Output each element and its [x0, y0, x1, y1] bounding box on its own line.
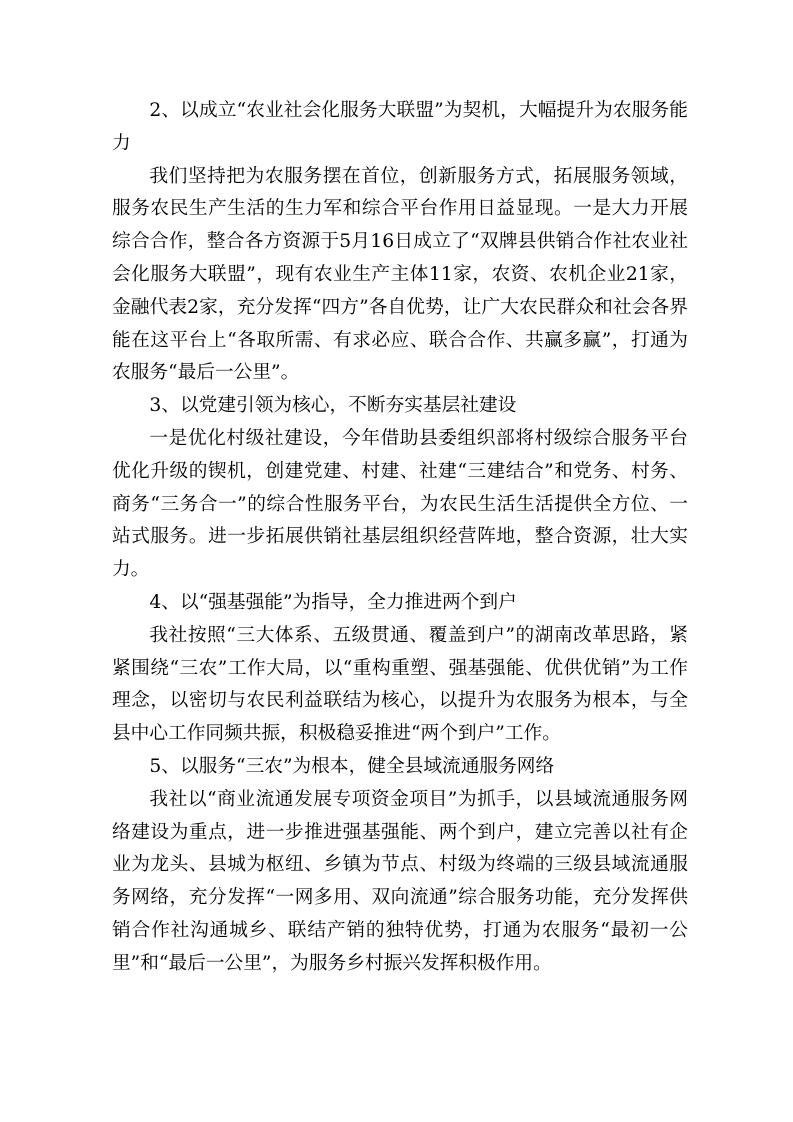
section-paragraph-4: 我社按照“三大体系、五级贯通、覆盖到户”的湖南改革思路，紧紧围绕“三农”工作大局，以“重构重塑、强基强能、优供优销”为工作理念，以密切与农民利益联结为核心，以提升为农服务为根本，与全县中心工作同频共振，积极稳妥推进“两个到户”工作。 [112, 624, 688, 745]
section-heading-5: 5、以服务“三农”为根本，健全县域流通服务网络 [149, 755, 555, 777]
document-body [112, 95, 688, 981]
section-paragraph-3: 一是优化村级社建设，今年借助县委组织部将村级综合服务平台优化升级的锲机，创建党建、村建、社建“三建结合”和党务、村务、商务“三务合一”的综合性服务平台，为农民生活生活提供全方位、一站式服务。进一步拓展供销社基层组织经营阵地，整合资源，壮大实力。 [112, 427, 688, 581]
section-heading-2: 2、以成立“农业社会化服务大联盟”为契机，大幅提升为农服务能力 [112, 100, 688, 154]
section-paragraph-5: 我社以“商业流通发展专项资金项目”为抓手，以县域流通服务网络建设为重点，进一步推进强基强能、两个到户，建立完善以社有企业为龙头、县城为枢纽、乡镇为节点、村级为终端的三级县域流通服务网络，充分发挥“一网多用、双向流通”综合服务功能，充分发挥供销合作社沟通城乡、联结产销的独特优势，打通为农服务“最初一公里”和“最后一公里”，为服务乡村振兴发挥积极作用。 [112, 788, 688, 974]
section-paragraph-2: 我们坚持把为农服务摆在首位，创新服务方式，拓展服务领域，服务农民生产生活的生力军和综合平台作用日益显现。一是大力开展综合合作，整合各方资源于5月16日成立了“双牌县供销合作社农业社会化服务大联盟”，现有农业生产主体11家，农资、农机企业21家，金融代表2家，充分发挥“四方”各自优势，让广大农民群众和社会各界能在这平台上“各取所需、有求必应、联合合作、共赢多赢”，打通为农服务“最后一公里”。 [112, 165, 688, 384]
section-heading-4: 4、以“强基强能”为指导，全力推进两个到户 [149, 591, 517, 613]
section-heading-3: 3、以党建引领为核心，不断夯实基层社建设 [149, 395, 517, 417]
